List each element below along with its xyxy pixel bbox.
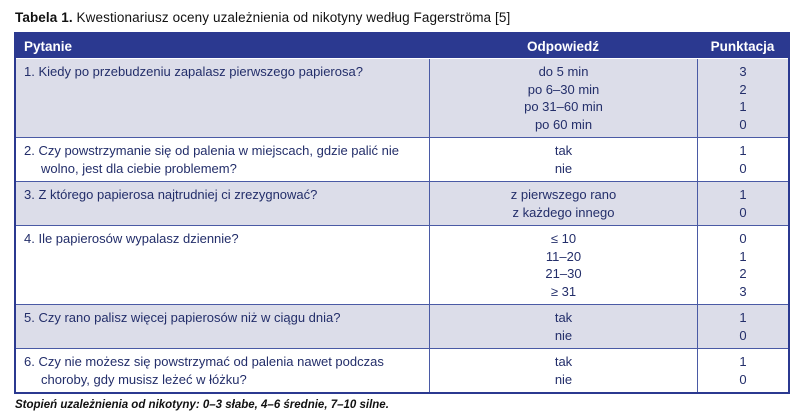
question-text: 2. Czy powstrzymanie się od palenia w miejscach, gdzie palić nie wolno, jest dla ciebie problemem? xyxy=(24,143,400,176)
answer-option: po 60 min xyxy=(534,116,593,132)
answer-option: ≥ 31 xyxy=(550,283,577,299)
question-text: 3. Z którego papierosa najtrudniej ci zrezygnować? xyxy=(24,187,318,202)
question-cell xyxy=(16,225,429,304)
question-cell xyxy=(16,59,429,137)
header-row xyxy=(16,34,788,59)
question-text: 1. Kiedy po przebudzeniu zapalasz pierwszego papierosa? xyxy=(24,64,363,79)
points-value: 0 xyxy=(739,204,747,220)
answer-cell xyxy=(429,225,697,304)
points-value: 1 xyxy=(739,99,747,114)
table-caption xyxy=(15,10,786,25)
answer-option: 21–30 xyxy=(545,266,582,281)
table-caption-label: Tabela 1. xyxy=(15,10,73,25)
answer-option: po 31–60 min xyxy=(524,99,603,114)
points-value: 0 xyxy=(739,327,747,343)
table-row xyxy=(16,181,788,225)
answer-option: nie xyxy=(554,160,573,176)
table-row xyxy=(16,225,788,304)
answer-option: do 5 min xyxy=(538,64,589,79)
questionnaire-body xyxy=(16,59,788,392)
question-text: 6. Czy nie możesz się powstrzymać od palenia nawet podczas choroby, gdy musisz leżeć w łóżku? xyxy=(24,354,384,387)
column-header-answer: Odpowiedź xyxy=(429,34,697,59)
points-cell xyxy=(697,304,788,348)
answer-option: tak xyxy=(554,354,573,369)
answer-option: z każdego innego xyxy=(512,204,615,220)
points-value: 0 xyxy=(739,160,747,176)
points-value: 0 xyxy=(739,116,747,132)
question-cell xyxy=(16,181,429,225)
table-row xyxy=(16,348,788,392)
points-value: 1 xyxy=(739,143,747,158)
points-value: 1 xyxy=(739,354,747,369)
points-value: 3 xyxy=(739,64,747,79)
table-header xyxy=(16,34,788,59)
answer-cell xyxy=(429,304,697,348)
answer-option: ≤ 10 xyxy=(550,231,577,246)
question-text: 4. Ile papierosów wypalasz dziennie? xyxy=(24,231,239,246)
points-cell xyxy=(697,137,788,181)
points-cell xyxy=(697,225,788,304)
answer-cell xyxy=(429,181,697,225)
answer-option: tak xyxy=(554,310,573,325)
points-cell xyxy=(697,181,788,225)
points-value: 0 xyxy=(739,231,747,246)
points-value: 1 xyxy=(739,310,747,325)
question-cell xyxy=(16,348,429,392)
answer-cell xyxy=(429,137,697,181)
fagerstrom-questionnaire-table xyxy=(14,32,790,394)
footnote: Stopień uzależnienia od nikotyny: 0–3 słabe, 4–6 średnie, 7–10 silne. xyxy=(15,399,389,411)
points-value: 0 xyxy=(739,371,747,387)
table-row xyxy=(16,137,788,181)
points-value: 1 xyxy=(739,248,747,264)
question-text: 5. Czy rano palisz więcej papierosów niż w ciągu dnia? xyxy=(24,310,341,325)
answer-option: z pierwszego rano xyxy=(510,187,617,202)
table-caption-text: Kwestionariusz oceny uzależnienia od nikotyny według Fagerströma [5] xyxy=(76,10,511,25)
answer-option: tak xyxy=(554,143,573,158)
question-cell xyxy=(16,137,429,181)
points-cell xyxy=(697,348,788,392)
answer-option: 11–20 xyxy=(545,248,582,264)
question-cell xyxy=(16,304,429,348)
table-row xyxy=(16,59,788,137)
answer-option: nie xyxy=(554,327,573,343)
answer-option: po 6–30 min xyxy=(527,81,600,97)
points-value: 2 xyxy=(739,266,747,281)
points-cell xyxy=(697,59,788,137)
answer-cell xyxy=(429,59,697,137)
points-value: 2 xyxy=(739,81,747,97)
table-row xyxy=(16,304,788,348)
points-value: 3 xyxy=(739,283,747,299)
column-header-question: Pytanie xyxy=(16,34,429,59)
answer-cell xyxy=(429,348,697,392)
answer-option: nie xyxy=(554,371,573,387)
points-value: 1 xyxy=(739,187,747,202)
column-header-points: Punktacja xyxy=(697,34,788,59)
